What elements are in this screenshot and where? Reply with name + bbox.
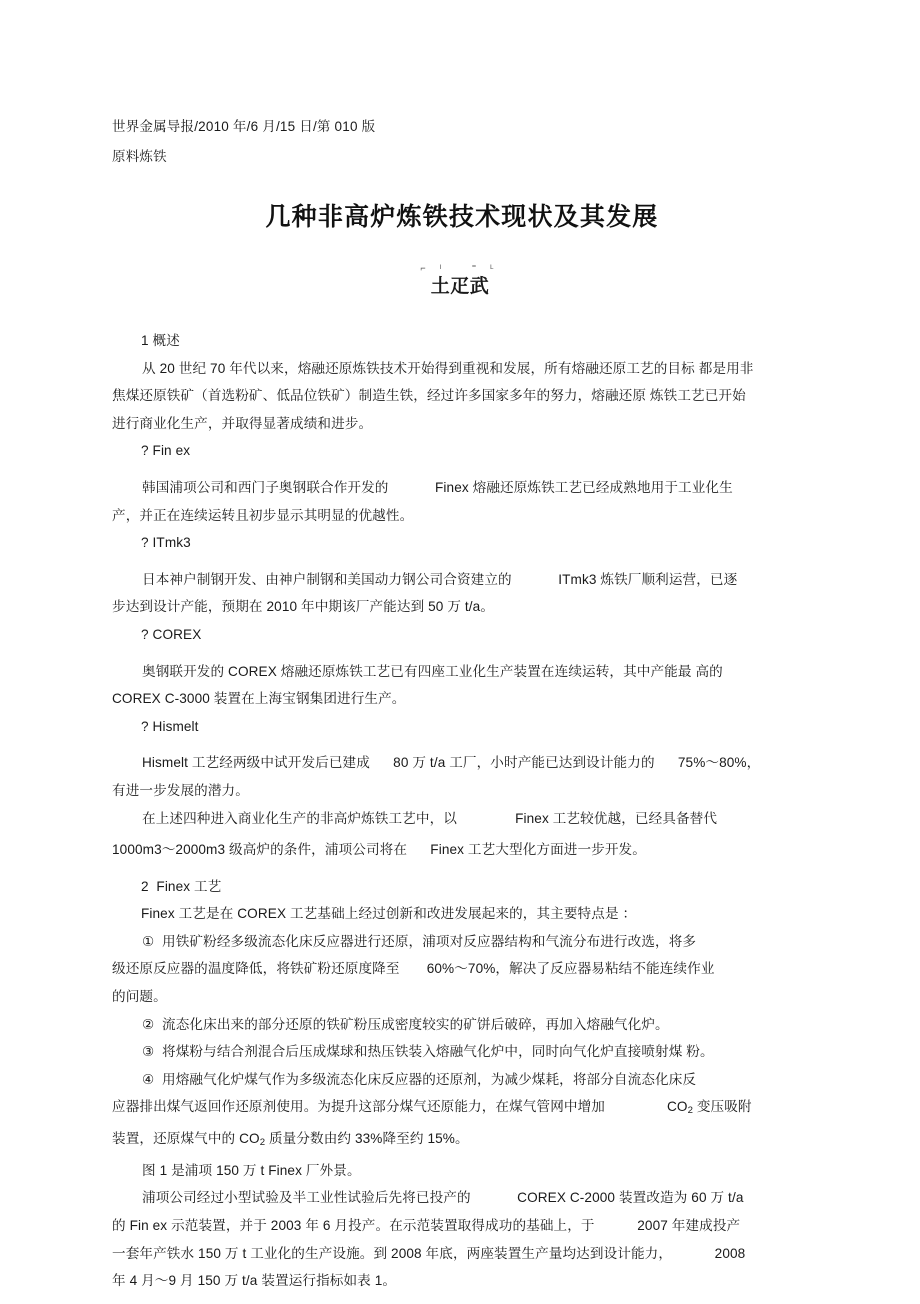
text-line-item1-l2: 级还原反应器的温度降低，将铁矿粉还原度降至 60%～70%，解决了反应器易粘结不能连续作业 [112, 961, 715, 977]
text-line-sec2-heading: 2 Finex 工艺 [141, 878, 222, 894]
masthead [112, 112, 812, 172]
text-line-item4-l3: 装置，还原煤气中的 $CO_2$ 质量分数由约 33%降至约 15%。 [112, 1131, 469, 1149]
text-line-itmk3-l1: 日本神户制钢开发、由神户制钢和美国动力钢公司合资建立的 ITmk3 炼铁厂顺利运营，已逐 [142, 571, 738, 587]
text-line-p1-l3: 进行商业化生产，并取得显著成绩和进步。 [112, 415, 373, 431]
text-line-item1-l3: 的问题。 [112, 989, 167, 1005]
byline-diacritic-marks: ⌐ᴵ ⁼ᴸ [420, 263, 508, 273]
author-name: 土疋武 [430, 276, 490, 297]
text-line-bullet-itmk3: ? ITmk3 [141, 535, 191, 551]
text-line-hismelt-l2: 有进一步发展的潜力。 [112, 782, 249, 798]
text-line-item3: ③ 将煤粉与结合剂混合后压成煤球和热压铁装入熔融气化炉中，同时向气化炉直接喷射煤 粉。 [142, 1044, 714, 1060]
text-line-bullet-hismelt: ? Hismelt [141, 718, 199, 734]
text-line-p-last-l2: 的 Fin ex 示范装置，并于 2003 年 6 月投产。在示范装置取得成功的基础上，于 2007 年建成投产 [112, 1218, 741, 1234]
text-line-p-last-l4: 年 4 月～9 月 150 万 t/a 装置运行指标如表 1。 [112, 1273, 397, 1289]
text-line-itmk3-l2: 步达到设计产能，预期在 2010 年中期该厂产能达到 50 万 t/a。 [112, 599, 495, 615]
text-line-p1-l2: 焦煤还原铁矿（首选粉矿、低品位铁矿）制造生铁，经过许多国家多年的努力，熔融还原 炼铁工艺已开始 [112, 388, 746, 404]
text-line-sec2-intro: Finex 工艺是在 COREX 工艺基础上经过创新和改进发展起来的，其主要特点是 ： [141, 906, 637, 922]
text-line-finex-l2: 产，并正在连续运转且初步显示其明显的优越性。 [112, 507, 414, 523]
text-line-item4-l1: ④ 用熔融气化炉煤气作为多级流态化床反应器的还原剂，为减少煤耗，将部分自流态化床反 [142, 1071, 697, 1087]
title-block [112, 196, 812, 238]
text-line-summary-l1: 在上述四种进入商业化生产的非高炉炼铁工艺中，以 Finex 工艺较优越，已经具备替代 [142, 810, 718, 826]
text-line-bullet-finex: ? Fin ex [141, 443, 191, 459]
text-line-fig1-note: 图 1 是浦项 150 万 t Finex 厂外景。 [142, 1162, 361, 1178]
text-line-item4-l2: 应器排出煤气返回作还原剂使用。为提升这部分煤气还原能力，在煤气管网中增加 $CO_2$ 变压吸附 [112, 1099, 752, 1117]
text-line-p-last-l3: 一套年产铁水 150 万 t 工业化的生产设施。到 2008 年底，两座装置生产量均达到设计能力， 2008 [112, 1245, 746, 1261]
masthead-section-line: 原料炼铁 [112, 149, 167, 164]
byline [0, 262, 920, 312]
masthead-source-line: 世界金属导报/2010 年/6 月/15 日/第 010 版 [112, 119, 376, 134]
text-line-corex-l1: 奥钢联开发的 COREX 熔融还原炼铁工艺已有四座工业化生产装置在连续运转，其中产能最 高的 [142, 663, 723, 679]
text-line-corex-l2: COREX C-3000 装置在上海宝钢集团进行生产。 [112, 691, 406, 707]
text-line-item2: ② 流态化床出来的部分还原的铁矿粉压成密度较实的矿饼后破碎，再加入熔融气化炉。 [142, 1016, 669, 1032]
text-line-hismelt-l1: Hismelt 工艺经两级中试开发后已建成 80 万 t/a 工厂，小时产能已达到设计能力的 75%～80%， [142, 755, 761, 771]
text-line-p-last-l1: 浦项公司经过小型试验及半工业性试验后先将已投产的 COREX C-2000 装置改造为 60 万 t/a [142, 1190, 744, 1206]
page-title: 几种非高炉炼铁技术现状及其发展 [265, 203, 659, 231]
text-line-item1-l1: ① 用铁矿粉经多级流态化床反应器进行还原，浦项对反应器结构和气流分布进行改选，将多 [142, 933, 697, 949]
article-body [112, 327, 812, 1295]
text-line-bullet-corex: ? COREX [141, 626, 202, 642]
text-line-p1-l1: 从 20 世纪 70 年代以来，熔融还原炼铁技术开始得到重视和发展，所有熔融还原工艺的目标 都是用非 [142, 360, 754, 376]
text-line-summary-l2: 1000m3～2000m3 级高炉的条件，浦项公司将在 Finex 工艺大型化方面进一步开发。 [112, 842, 646, 858]
text-line-finex-l1: 韩国浦项公司和西门子奥钢联合作开发的 Finex 熔融还原炼铁工艺已经成熟地用于工业化生 [142, 479, 733, 495]
text-line-sec1-heading: 1 概述 [141, 333, 180, 348]
